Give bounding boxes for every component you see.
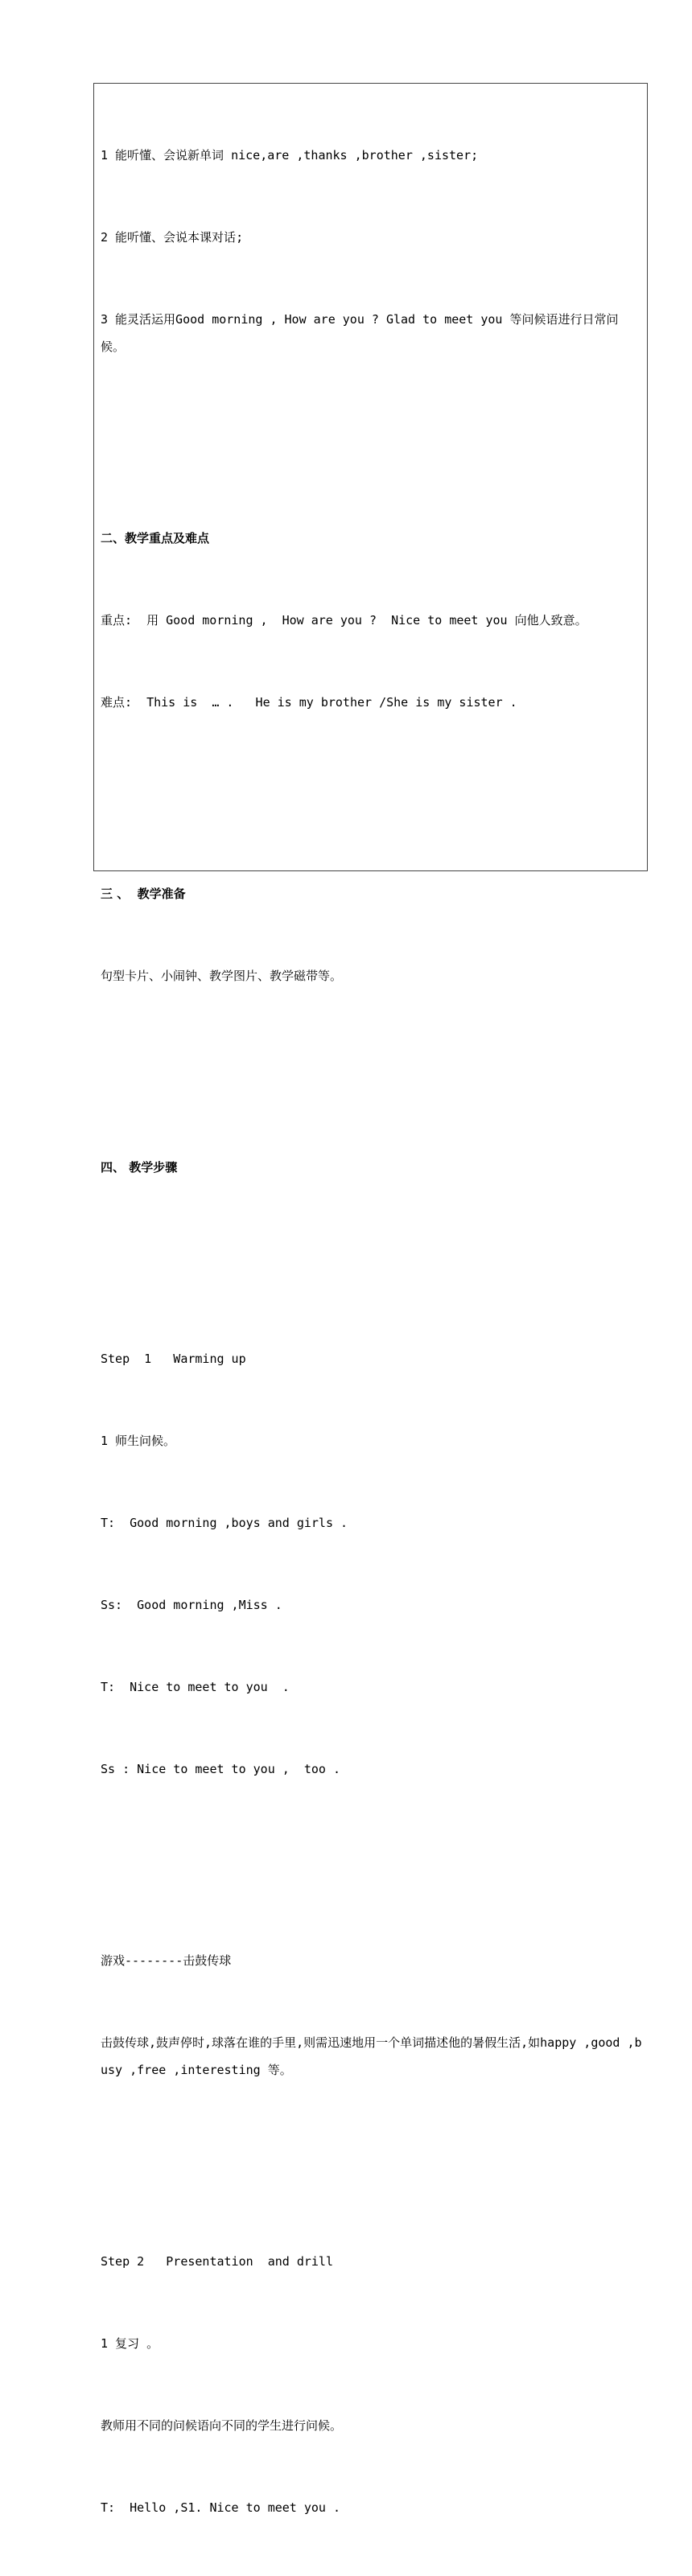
- spacer: [101, 771, 642, 798]
- dialog-line: Ss: Good morning ,Miss .: [101, 1598, 282, 1612]
- lesson-plan-table: [93, 83, 648, 2515]
- step2-sub1: 1 复习 。: [101, 2336, 159, 2351]
- step2-title: Step 2 Presentation and drill: [101, 2254, 333, 2269]
- steps-heading: 四、 教学步骤: [101, 1160, 178, 1175]
- dialog-line: T: Good morning ,boys and girls .: [101, 1516, 348, 1530]
- game-title: 游戏--------击鼓传球: [101, 1953, 232, 1968]
- key-point-focus: 重点: 用 Good morning , How are you ? Nice to meet you 向他人致意。: [101, 613, 587, 628]
- preparation-text: 句型卡片、小闹钟、教学图片、教学磁带等。: [101, 969, 343, 983]
- spacer: [101, 2138, 642, 2166]
- objective-1: 1 能听懂、会说新单词 nice,are ,thanks ,brother ,sister;: [101, 148, 479, 163]
- step1-title: Step 1 Warming up: [101, 1352, 246, 1366]
- step1-sub1: 1 师生问候。: [101, 1434, 176, 1448]
- spacer: [101, 415, 642, 442]
- key-points-heading: 二、教学重点及难点: [101, 531, 210, 545]
- game-description: 击鼓传球,鼓声停时,球落在谁的手里,则需迅速地用一个单词描述他的暑假生活,如happy ,good ,busy ,free ,interesting 等。: [101, 2035, 642, 2077]
- spacer: [101, 1837, 642, 1865]
- preparation-heading: 三 、 教学准备: [101, 887, 186, 901]
- step2-description: 教师用不同的问候语向不同的学生进行问候。: [101, 2418, 343, 2433]
- lesson-plan-content: [101, 87, 642, 2576]
- dialog-line: T: Hello ,S1. Nice to meet you .: [101, 2500, 341, 2515]
- dialog-line: Ss : Nice to meet to you , too .: [101, 1762, 341, 1776]
- key-point-difficulty: 难点: This is … . He is my brother /She is my sister .: [101, 695, 517, 710]
- dialog-line: T: Nice to meet to you .: [101, 1680, 290, 1694]
- spacer: [101, 1236, 642, 1263]
- objective-3: 3 能灵活运用Good morning , How are you ? Glad to meet you 等问候语进行日常问候。: [101, 312, 619, 354]
- objective-2: 2 能听懂、会说本课对话;: [101, 230, 244, 245]
- spacer: [101, 1044, 642, 1072]
